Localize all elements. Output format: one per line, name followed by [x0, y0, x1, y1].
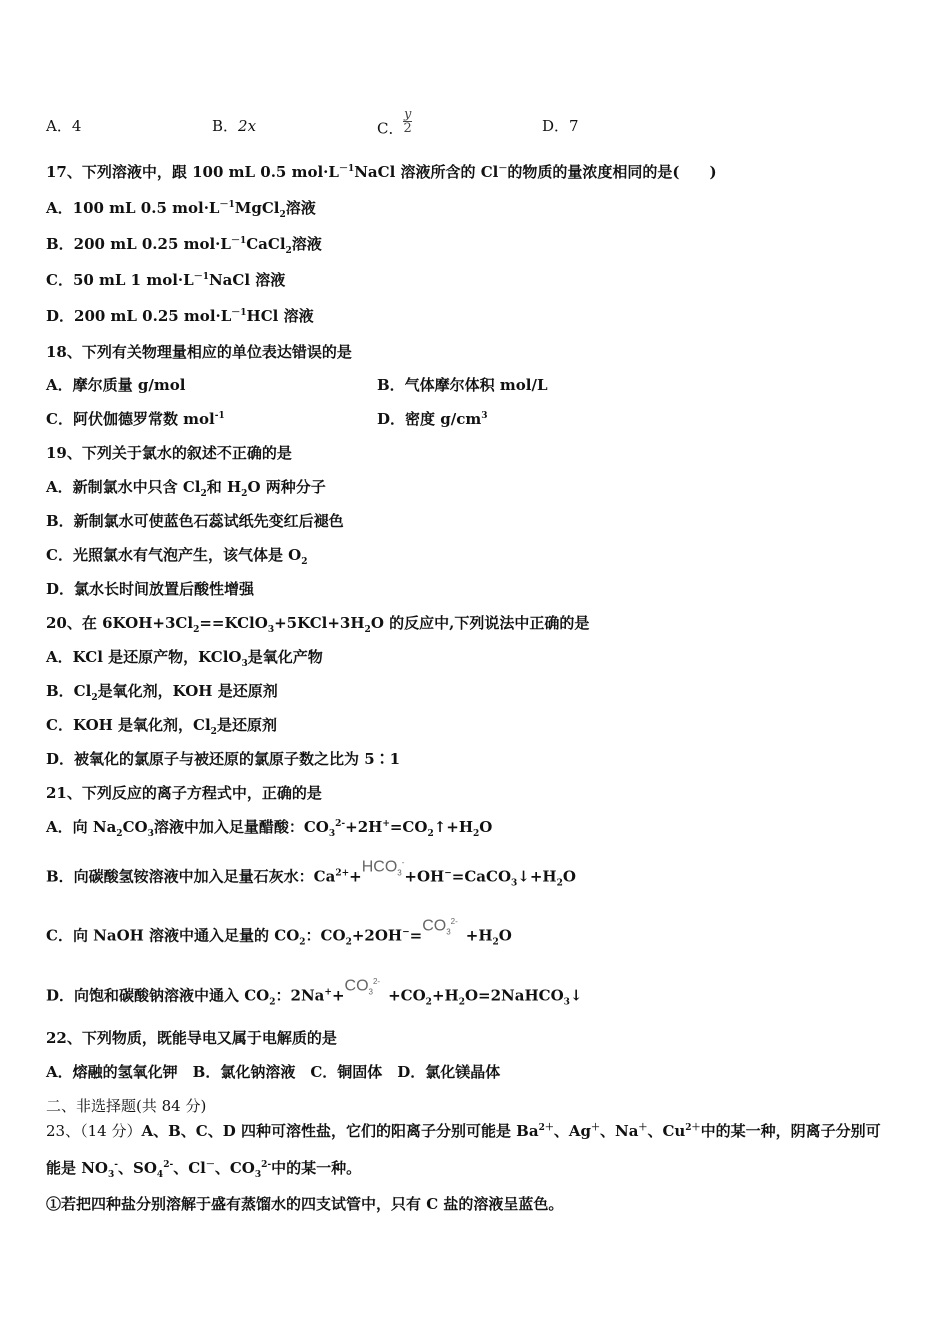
text: A．KCl 是还原产物，KClO	[46, 648, 242, 666]
q17-option-c	[46, 270, 285, 290]
sub: 3	[254, 1170, 262, 1180]
q21-option-b	[46, 858, 576, 894]
fraction-numerator: y	[403, 107, 412, 122]
sub: 2	[492, 937, 499, 948]
sup: 2-	[261, 1160, 272, 1170]
text: C．向 NaOH 溶液中通入足量的 CO	[46, 926, 300, 945]
sup: 2＋	[685, 1123, 701, 1133]
ion-image	[422, 912, 458, 943]
sub: 2	[301, 557, 308, 567]
text: NaCl 溶液所含的 Cl	[354, 163, 499, 181]
sub: 3	[397, 868, 402, 878]
q23-line-1	[46, 1121, 881, 1141]
text: 中的某一种。	[271, 1159, 362, 1177]
text: 、CO	[214, 1159, 255, 1177]
ion-image	[362, 853, 405, 884]
sub: 2	[299, 937, 306, 948]
sub: 2	[427, 829, 434, 839]
sub: 2	[425, 997, 432, 1008]
sub: 2	[269, 997, 276, 1008]
sup: +	[382, 819, 390, 829]
sub: 2	[193, 625, 200, 635]
text: 是氧化产物	[247, 648, 323, 666]
q19-option-b: B．新制氯水可使蓝色石蕊试纸先变红后褪色	[46, 512, 344, 530]
q17-option-a	[46, 198, 316, 218]
text: O 两种分子	[247, 478, 326, 496]
text: +OH	[404, 867, 445, 886]
q16-option-c	[377, 107, 412, 143]
sub: 3	[147, 829, 154, 839]
text: O=2NaHCO	[464, 986, 564, 1005]
question-number: 23、（14 分）	[46, 1122, 142, 1140]
sup: −	[444, 868, 452, 879]
text: A．向 Na	[46, 818, 117, 836]
sub: 3	[511, 878, 518, 889]
text: ↓+H	[517, 867, 557, 886]
sub: 3	[328, 829, 336, 839]
sub: 2	[556, 878, 563, 889]
text: HCO	[361, 858, 398, 876]
sup: 2+	[335, 868, 350, 879]
text: +H	[431, 986, 459, 1005]
q20-option-b	[46, 681, 278, 701]
text: +CO	[388, 986, 426, 1005]
text: 是还原剂	[216, 716, 277, 734]
sup: 2-	[450, 917, 458, 926]
sub: 4	[156, 1170, 164, 1180]
sub: 2	[210, 727, 217, 737]
text: 中的某一种，阴离子分别可	[700, 1122, 881, 1140]
q21-option-d	[46, 977, 583, 1013]
q18-option-b: B．气体摩尔体积 mol/L	[377, 376, 548, 394]
text: +H	[465, 926, 493, 945]
sup: 2＋	[538, 1123, 554, 1133]
sup: -	[401, 858, 405, 867]
sup: -	[114, 1160, 119, 1170]
text: CO	[344, 977, 369, 995]
sup: ＋	[638, 1123, 648, 1133]
text: +5KCl+3H	[274, 614, 365, 632]
sub: 2	[200, 489, 207, 499]
text: C．50 mL 1 mol·L	[46, 271, 194, 289]
text: 是氧化剂，KOH 是还原剂	[97, 682, 278, 700]
q16-option-c-letter: C．	[377, 119, 404, 138]
text: +2OH	[351, 926, 403, 945]
q18-option-d	[377, 409, 487, 429]
sub: 2	[279, 210, 286, 220]
text: =CO	[389, 818, 428, 836]
sup: ＋	[590, 1123, 600, 1133]
text: B．200 mL 0.25 mol·L	[46, 235, 231, 253]
sup: －	[498, 164, 508, 174]
text: ==KClO	[199, 614, 268, 632]
text: B．Cl	[46, 682, 92, 700]
sub: 2	[458, 997, 465, 1008]
text: 溶液	[291, 235, 322, 253]
text: 20、在 6KOH+3Cl	[46, 614, 194, 632]
text: A、B、C、D 四种可溶性盐，它们的阳离子分别可能是 Ba	[141, 1122, 539, 1140]
text: A．100 mL 0.5 mol·L	[46, 199, 220, 217]
q16-option-b-letter: B．	[212, 117, 239, 135]
sub: 2	[473, 829, 480, 839]
sup: -1	[214, 411, 225, 421]
sup: 2-	[163, 1160, 174, 1170]
q16-option-b	[212, 116, 256, 136]
text: ↓	[569, 986, 583, 1005]
sup: －1	[219, 200, 235, 210]
q19-option-c	[46, 545, 308, 565]
q19-stem: 19、下列关于氯水的叙述不正确的是	[46, 444, 292, 462]
text: 溶液	[285, 199, 316, 217]
text: 和 H	[206, 478, 242, 496]
text: MgCl	[234, 199, 280, 217]
q16-option-a: A．4	[46, 117, 82, 135]
sup: －1	[230, 236, 247, 246]
section-title: 二、非选择题(共 84 分)	[46, 1097, 207, 1115]
text: 17、下列溶液中，跟 100 mL 0.5 mol·L	[46, 163, 339, 181]
sub: 3	[241, 659, 248, 669]
q20-option-d: D．被氧化的氯原子与被还原的氯原子数之比为 5∶1	[46, 750, 401, 768]
q20-stem	[46, 613, 589, 633]
q16-option-d: D．7	[542, 117, 579, 135]
text: CaCl	[246, 235, 286, 253]
q17-stem	[46, 162, 717, 182]
text: +2H	[345, 818, 383, 836]
text: A．新制氯水中只含 Cl	[46, 478, 201, 496]
q21-option-a	[46, 817, 492, 837]
text: NaCl 溶液	[208, 271, 286, 289]
q18-option-a: A．摩尔质量 g/mol	[46, 376, 186, 394]
q21-stem: 21、下列反应的离子方程式中，正确的是	[46, 784, 322, 802]
text: O	[562, 867, 576, 886]
text: +	[331, 986, 345, 1005]
sup: －	[205, 1160, 215, 1170]
text: HCl 溶液	[246, 307, 314, 325]
text: 、Na	[599, 1122, 639, 1140]
text: =CaCO	[451, 867, 512, 886]
text: ：CO	[305, 926, 346, 945]
text: O 的反应中,下列说法中正确的是	[370, 614, 590, 632]
text: B．向碳酸氢铵溶液中加入足量石灰水：Ca	[46, 867, 336, 886]
text: O	[479, 818, 493, 836]
sup: 2-	[335, 819, 346, 829]
text: CO	[422, 917, 447, 935]
sup: －1	[193, 272, 209, 282]
sub: 3	[108, 1170, 115, 1180]
sub: 3	[267, 625, 275, 635]
q17-option-b	[46, 234, 322, 254]
text: 、SO	[118, 1159, 157, 1177]
text: D．200 mL 0.25 mol·L	[46, 307, 232, 325]
sub: 2	[241, 489, 248, 499]
text: 、Cu	[647, 1122, 686, 1140]
sub: 2	[91, 693, 98, 703]
text: +	[349, 867, 362, 886]
text: C．阿伏伽德罗常数 mol	[46, 410, 215, 428]
fraction-denominator: 2	[403, 121, 412, 136]
text: 溶液中加入足量醋酸：CO	[153, 818, 329, 836]
sup: 3	[481, 411, 488, 421]
text: ：2Na	[275, 986, 325, 1005]
text: O	[498, 926, 512, 945]
text: CO	[122, 818, 148, 836]
q22-options: A．熔融的氢氧化钾 B．氯化钠溶液 C．铜固体 D．氯化镁晶体	[46, 1063, 501, 1081]
sub: 2	[345, 937, 352, 948]
text: 的物质的量浓度相同的是( )	[507, 163, 717, 181]
text: D．密度 g/cm	[377, 410, 482, 428]
q16-option-b-value: 2x	[238, 117, 257, 135]
q18-stem: 18、下列有关物理量相应的单位表达错误的是	[46, 343, 352, 361]
sub: 3	[446, 927, 451, 937]
q18-option-c	[46, 409, 225, 429]
sup: －1	[231, 308, 247, 318]
sub: 2	[285, 246, 292, 256]
text: C．光照氯水有气泡产生，该气体是 O	[46, 546, 302, 564]
sub: 2	[116, 829, 123, 839]
q19-option-d: D．氯水长时间放置后酸性增强	[46, 580, 255, 598]
q23-line-3: ①若把四种盐分别溶解于盛有蒸馏水的四支试管中，只有 C 盐的溶液呈蓝色。	[46, 1195, 564, 1213]
ion-image	[345, 972, 381, 1003]
q23-line-2	[46, 1158, 361, 1178]
text: 、Ag	[553, 1122, 591, 1140]
text: D．向饱和碳酸钠溶液中通入 CO	[46, 986, 270, 1005]
q22-stem: 22、下列物质，既能导电又属于电解质的是	[46, 1029, 337, 1047]
q20-option-c	[46, 715, 277, 735]
q21-option-c	[46, 917, 512, 953]
text: C．KOH 是氧化剂，Cl	[46, 716, 211, 734]
text: 能是 NO	[46, 1159, 108, 1177]
text: 、Cl	[173, 1159, 206, 1177]
sub: 3	[563, 997, 570, 1008]
sup: +	[324, 987, 332, 998]
q23-line-1-text	[141, 1122, 880, 1140]
sup: −	[402, 927, 410, 938]
q16-option-c-fraction	[403, 108, 411, 135]
q17-option-d	[46, 306, 314, 326]
sup: 2-	[372, 977, 381, 986]
sup: －1	[338, 164, 355, 174]
q19-option-a	[46, 477, 326, 497]
sub: 3	[368, 987, 373, 997]
text: =	[409, 926, 423, 945]
q20-option-a	[46, 647, 323, 667]
sub: 2	[364, 625, 371, 635]
text: ↑+H	[433, 818, 474, 836]
